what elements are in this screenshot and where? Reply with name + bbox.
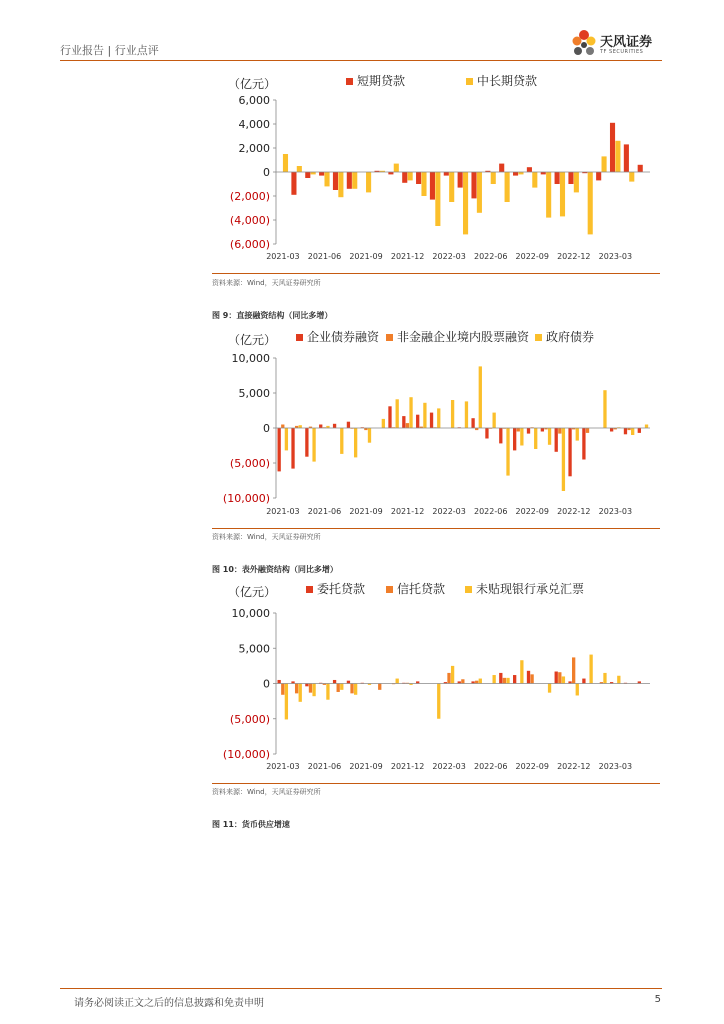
bar <box>291 428 294 469</box>
x-tick-label: 2021-09 <box>349 252 383 261</box>
bar <box>615 141 620 172</box>
y-tick-label: (5,000) <box>229 457 270 470</box>
bar <box>506 678 509 684</box>
footer-disclaimer: 请务必阅读正文之后的信息披露和免责申明 <box>74 998 264 1009</box>
bar <box>477 172 482 213</box>
bar <box>285 428 288 450</box>
bar <box>645 425 648 429</box>
bar <box>299 684 302 702</box>
y-tick-label: (4,000) <box>229 214 270 227</box>
x-tick-label: 2022-06 <box>473 507 508 516</box>
bar <box>471 172 476 198</box>
bar <box>555 672 558 684</box>
bar <box>354 428 357 457</box>
bar <box>499 164 504 172</box>
x-tick-label: 2022-03 <box>432 507 466 516</box>
x-tick-label: 2022-12 <box>557 507 591 516</box>
x-tick-label: 2022-12 <box>557 252 591 261</box>
legend-label: 信托贷款 <box>397 582 446 596</box>
bar <box>278 428 281 471</box>
x-tick-label: 2021-09 <box>349 762 383 771</box>
bar <box>305 172 310 178</box>
bar <box>406 423 409 428</box>
legend-swatch <box>386 334 393 341</box>
bar <box>562 676 565 683</box>
x-tick-label: 2022-06 <box>473 762 508 771</box>
chart-off-balance-svg <box>200 578 666 778</box>
x-tick-label: 2023-03 <box>598 252 633 261</box>
bar <box>562 428 565 491</box>
bar <box>499 673 502 684</box>
bar <box>278 680 281 684</box>
bar <box>396 399 399 428</box>
bar <box>416 172 421 184</box>
bar <box>437 684 440 719</box>
chart-loans-svg <box>200 68 666 268</box>
bar <box>299 425 302 428</box>
bar <box>347 172 352 189</box>
y-tick-label: (2,000) <box>229 190 270 203</box>
y-tick-label: 6,000 <box>238 94 270 107</box>
bar <box>338 172 343 197</box>
logo-text-en: TF SECURITIES <box>600 49 644 55</box>
bar <box>295 684 298 694</box>
bar <box>416 415 419 428</box>
bar <box>471 418 474 428</box>
bar <box>366 172 371 192</box>
bar <box>291 172 296 195</box>
bar <box>530 674 533 683</box>
bar <box>435 172 440 226</box>
chart-direct-financing <box>200 324 666 524</box>
header-section-label: 行业报告 | 行业点评 <box>60 44 159 57</box>
bar <box>568 172 573 184</box>
bar <box>281 425 284 429</box>
bar <box>520 428 523 446</box>
source-divider-2 <box>212 528 660 529</box>
header-divider <box>60 60 662 61</box>
bar <box>444 172 449 176</box>
flower-logo-icon <box>570 27 598 63</box>
bar <box>396 679 399 684</box>
bar <box>568 428 571 476</box>
bar <box>520 660 523 683</box>
bar <box>517 428 520 432</box>
bar <box>347 681 350 684</box>
bar <box>283 154 288 172</box>
bar <box>513 172 518 176</box>
x-tick-label: 2022-03 <box>432 762 466 771</box>
bar <box>312 428 315 462</box>
y-tick-label: (10,000) <box>222 748 270 761</box>
x-tick-label: 2022-09 <box>515 762 549 771</box>
bar <box>503 678 506 684</box>
legend-label: 企业债券融资 <box>307 330 380 344</box>
x-tick-label: 2023-03 <box>598 507 633 516</box>
bar <box>382 419 385 428</box>
bar <box>588 172 593 234</box>
legend-label: 政府债券 <box>546 330 595 344</box>
bar <box>485 428 488 439</box>
bar <box>458 172 463 188</box>
bar <box>610 123 615 172</box>
bar <box>465 401 468 428</box>
source-note-2: 资料来源：Wind，天风证券研究所 <box>212 533 321 541</box>
x-tick-label: 2021-03 <box>266 507 300 516</box>
bar <box>430 413 433 428</box>
bar <box>350 684 353 694</box>
bar <box>333 680 336 684</box>
bar <box>624 144 629 172</box>
bar <box>582 679 585 684</box>
y-tick-label: 5,000 <box>238 642 270 656</box>
bar <box>532 172 537 188</box>
bar <box>309 684 312 693</box>
bar <box>340 684 343 690</box>
legend-label: 短期贷款 <box>357 74 406 88</box>
x-tick-label: 2022-06 <box>473 252 508 261</box>
y-tick-label: (10,000) <box>222 492 270 505</box>
bar <box>560 172 565 216</box>
bar <box>624 428 627 434</box>
bar <box>340 428 343 454</box>
bar <box>378 684 381 690</box>
x-tick-label: 2021-09 <box>349 507 383 516</box>
bar <box>324 172 329 186</box>
bar <box>558 672 561 683</box>
bar <box>461 679 464 683</box>
bar <box>527 167 532 172</box>
bar <box>437 408 440 428</box>
y-tick-label: (6,000) <box>229 238 270 251</box>
y-tick-label: 0 <box>263 422 270 435</box>
bar <box>541 428 544 432</box>
bar <box>449 172 454 202</box>
bar <box>430 172 435 200</box>
brand-logo <box>570 25 670 65</box>
y-tick-label: 10,000 <box>231 352 270 365</box>
bar <box>603 673 606 684</box>
x-tick-label: 2021-12 <box>390 762 425 771</box>
bar <box>617 676 620 684</box>
x-tick-label: 2023-03 <box>598 762 633 771</box>
legend-swatch <box>296 334 303 341</box>
bar <box>475 681 478 684</box>
bar <box>297 166 302 172</box>
bar <box>586 428 589 433</box>
bar <box>527 671 530 684</box>
bar <box>479 679 482 684</box>
y-tick-label: 10,000 <box>231 607 270 620</box>
bar <box>596 172 601 180</box>
y-tick-label: 2,000 <box>238 142 270 155</box>
figure-11-caption: 图 11：货币供应增速 <box>212 820 290 829</box>
bar <box>447 673 450 684</box>
x-tick-label: 2021-06 <box>307 507 342 516</box>
bar <box>352 172 357 189</box>
bar <box>555 172 560 184</box>
bar <box>394 164 399 172</box>
bar <box>493 413 496 428</box>
x-tick-label: 2021-12 <box>390 507 425 516</box>
legend-label: 未贴现银行承兑汇票 <box>476 582 585 596</box>
unit-label: （亿元） <box>228 77 277 91</box>
bar <box>319 425 322 429</box>
bar <box>574 172 579 192</box>
bar <box>451 400 454 428</box>
bar <box>354 684 357 695</box>
chart-loans <box>200 68 666 268</box>
bar <box>493 675 496 683</box>
y-tick-label: 0 <box>263 677 270 691</box>
figure-9-caption: 图 9：直接融资结构（同比多增） <box>212 311 333 320</box>
bar <box>347 422 350 428</box>
x-tick-label: 2022-03 <box>432 252 466 261</box>
x-tick-label: 2022-09 <box>515 252 549 261</box>
bar <box>576 428 579 441</box>
bar <box>421 172 426 196</box>
bar <box>463 172 468 234</box>
bar <box>305 428 308 457</box>
bar <box>305 684 308 687</box>
source-divider-3 <box>212 783 660 784</box>
bar <box>603 390 606 428</box>
bar <box>402 416 405 428</box>
bar <box>388 406 391 428</box>
bar <box>326 684 329 700</box>
source-note-3: 资料来源：Wind，天风证券研究所 <box>212 788 321 796</box>
chart-direct-financing-svg <box>200 324 666 524</box>
bar <box>451 666 454 684</box>
bar <box>368 428 371 443</box>
y-tick-label: 4,000 <box>238 118 270 131</box>
bar <box>513 428 516 450</box>
legend-swatch <box>466 78 473 85</box>
bar <box>337 684 340 692</box>
legend-swatch <box>535 334 542 341</box>
page-number: 5 <box>654 994 661 1005</box>
source-note-1: 资料来源：Wind，天风证券研究所 <box>212 279 321 287</box>
bar <box>499 428 502 443</box>
bar <box>589 655 592 684</box>
unit-label: （亿元） <box>228 333 277 347</box>
legend-swatch <box>346 78 353 85</box>
bar <box>402 172 407 183</box>
legend-label: 委托贷款 <box>317 582 366 596</box>
y-tick-label: 5,000 <box>238 387 270 400</box>
bar <box>638 165 643 172</box>
x-tick-label: 2022-09 <box>515 507 549 516</box>
figure-10-caption: 图 10：表外融资结构（同比多增） <box>212 565 338 574</box>
bar <box>281 684 284 695</box>
bar <box>527 428 530 434</box>
bar <box>548 684 551 693</box>
bar <box>629 172 634 182</box>
x-tick-label: 2021-06 <box>307 252 342 261</box>
bar <box>333 424 336 428</box>
bar <box>513 675 516 683</box>
bar <box>312 684 315 697</box>
bar <box>505 172 510 202</box>
bar <box>572 657 575 683</box>
bar <box>479 366 482 428</box>
x-tick-label: 2021-12 <box>390 252 425 261</box>
bar <box>423 403 426 428</box>
footer-divider <box>60 988 662 989</box>
source-divider-1 <box>212 273 660 274</box>
legend-swatch <box>465 586 472 593</box>
x-tick-label: 2021-06 <box>307 762 342 771</box>
bar <box>555 428 558 452</box>
bar <box>610 428 613 432</box>
logo-text-cn: 天风证券 <box>600 35 653 50</box>
bar <box>582 428 585 460</box>
bar <box>546 172 551 218</box>
y-tick-label: (5,000) <box>229 712 270 726</box>
bar <box>506 428 509 476</box>
legend-label: 中长期贷款 <box>477 74 538 88</box>
bar <box>576 684 579 696</box>
bar <box>333 172 338 190</box>
unit-label: （亿元） <box>228 585 277 599</box>
bar <box>285 684 288 720</box>
bar <box>409 397 412 428</box>
bar <box>638 428 641 433</box>
bar <box>319 172 324 176</box>
legend-swatch <box>386 586 393 593</box>
bar <box>558 428 561 434</box>
x-tick-label: 2022-12 <box>557 762 591 771</box>
x-tick-label: 2021-03 <box>266 252 300 261</box>
legend-swatch <box>306 586 313 593</box>
bar <box>602 156 607 172</box>
bar <box>548 428 551 445</box>
bar <box>534 428 537 449</box>
bar <box>408 172 413 180</box>
x-tick-label: 2021-03 <box>266 762 300 771</box>
legend-label: 非金融企业境内股票融资 <box>397 330 530 344</box>
bar <box>631 428 634 435</box>
y-tick-label: 0 <box>263 166 270 179</box>
bar <box>491 172 496 184</box>
chart-off-balance-financing <box>200 578 666 778</box>
